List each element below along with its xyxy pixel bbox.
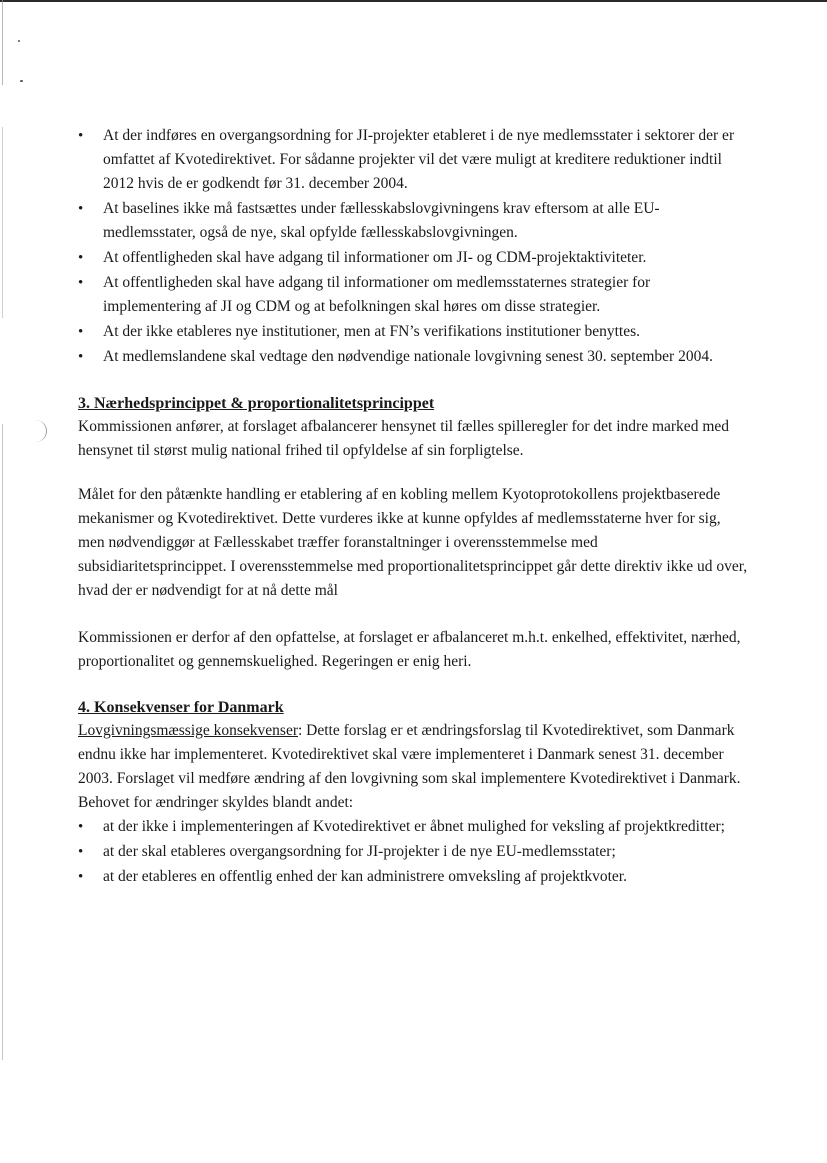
list-item <box>78 345 750 369</box>
scan-speck <box>20 80 23 82</box>
list-item <box>78 865 750 889</box>
bullet-glyph: • <box>78 819 84 835</box>
section-3-heading: 3. Nærhedsprincippet & proportionalitetsprincippet <box>78 395 435 412</box>
scan-speck <box>18 40 20 42</box>
bullet-glyph: • <box>78 201 84 217</box>
list-item <box>78 271 750 319</box>
list-item-text: At baselines ikke må fastsættes under fællesskabslovgivningens krav eftersom at alle EU-medlemsstater, også de nye, skal opfylde fællesskabslovgivningen. <box>103 200 660 241</box>
punch-hole-mark <box>36 420 47 442</box>
bullet-glyph: • <box>78 275 84 291</box>
bullet-glyph: • <box>78 349 84 365</box>
list-item-text: At offentligheden skal have adgang til informationer om JI- og CDM-projektaktiviteter. <box>103 249 647 266</box>
bullet-glyph: • <box>78 869 84 885</box>
left-scan-edge <box>2 0 3 1060</box>
list-item <box>78 246 750 270</box>
requirements-list <box>78 124 750 369</box>
bullet-glyph: • <box>78 128 84 144</box>
list-item-text: at der etableres en offentlig enhed der kan administrere omveksling af projektkvoter. <box>103 868 627 885</box>
list-item <box>78 124 750 196</box>
top-scan-edge <box>0 0 827 2</box>
bullet-glyph: • <box>78 844 84 860</box>
section-3-paragraph-2: Målet for den påtænkte handling er etablering af en kobling mellem Kyotoprotokollens projektbaserede mekanismer og Kvotedirektivet. Dette vurderes ikke at kunne opfyldes af medlemsstaterne hver for sig, men nødvendiggør at Fællesskabet træffer foranstaltninger i overensstemmelse med subsidiaritetsprincippet. I overensstemmelse med proportionalitetsprincippet går dette direktiv ikke ud over, hvad der er nødvendigt for at nå dette mål <box>78 486 748 599</box>
section-4-heading: 4. Konsekvenser for Danmark <box>78 699 284 716</box>
changes-list <box>78 815 750 889</box>
section-3-paragraph-3: Kommissionen er derfor af den opfattelse, at forslaget er afbalanceret m.h.t. enkelhed, effektivitet, nærhed, proportionalitet og gennemskuelighed. Regeringen er enig heri. <box>78 629 741 670</box>
bullet-glyph: • <box>78 250 84 266</box>
list-item-text: at der ikke i implementeringen af Kvotedirektivet er åbnet mulighed for veksling af projektkreditter; <box>103 818 725 835</box>
list-item <box>78 815 750 839</box>
section-4-lead-paragraph <box>78 719 750 815</box>
bullet-glyph: • <box>78 324 84 340</box>
document-body <box>78 124 750 890</box>
list-item-text: At der ikke etableres nye institutioner, men at FN’s verifikations institutioner benyttes. <box>103 323 641 340</box>
legal-consequences-text: : Dette forslag er et ændringsforslag til Kvotedirektivet, som Danmark endnu ikke har implementeret. Kvotedirektivet skal være implementeret i Danmark senest 31. december 2003. Forslaget vil medføre ændring af den lovgivning som skal implementere Kvotedirektivet i Danmark. Behovet for ændringer skyldes blandt andet: <box>78 722 741 811</box>
list-item <box>78 197 750 245</box>
legal-consequences-label: Lovgivningsmæssige konsekvenser <box>78 722 298 739</box>
list-item-text: at der skal etableres overgangsordning for JI-projekter i de nye EU-medlemsstater; <box>103 843 616 860</box>
list-item-text: At der indføres en overgangsordning for JI-projekter etableret i de nye medlemsstater i sektorer der er omfattet af Kvotedirektivet. For sådanne projekter vil det være muligt at kreditere reduktioner indtil 2012 hvis de er godkendt før 31. december 2004. <box>103 127 735 192</box>
list-item <box>78 840 750 864</box>
list-item-text: At offentligheden skal have adgang til informationer om medlemsstaternes strategier for implementering af JI og CDM og at befolkningen skal høres om disse strategier. <box>103 274 651 315</box>
list-item-text: At medlemslandene skal vedtage den nødvendige nationale lovgivning senest 30. september 2004. <box>103 348 713 365</box>
section-3-paragraph-1: Kommissionen anfører, at forslaget afbalancerer hensynet til fælles spilleregler for det indre marked med hensynet til størst mulig national frihed til opfyldelse af sin forpligtelse. <box>78 418 729 459</box>
list-item <box>78 320 750 344</box>
